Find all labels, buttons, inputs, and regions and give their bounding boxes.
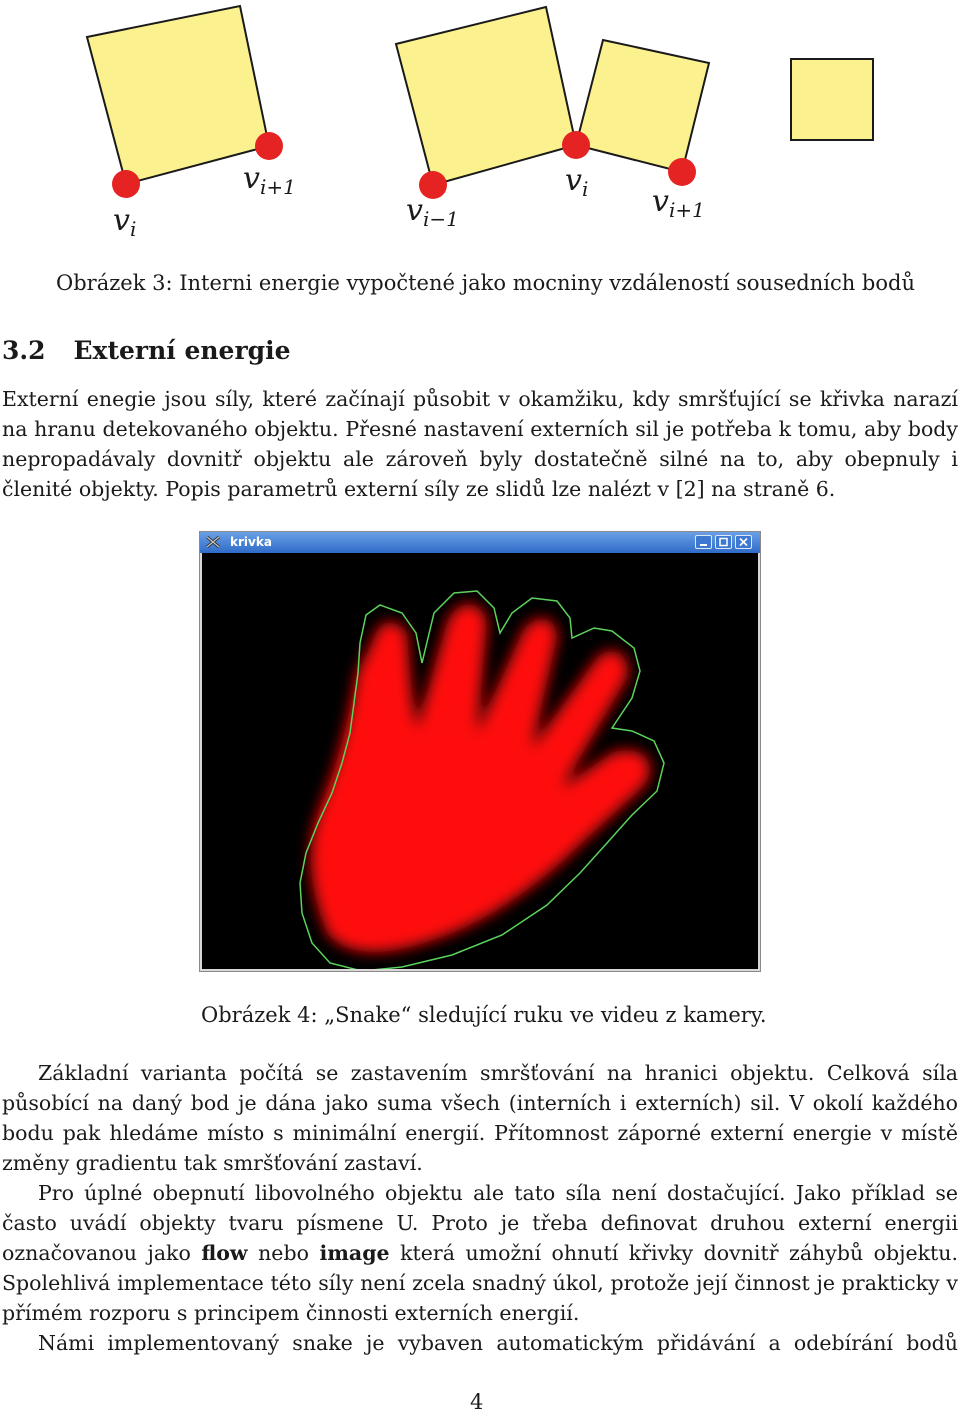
app-icon [205, 534, 221, 550]
paragraph-1-text: Externí enegie jsou síly, které začínají působit v okamžiku, kdy smršťující se křivka narazí na hranu detekovaného objektu. Přesné nastavení externích sil je potřeba k tomu, aby body nepropadávaly dovnitř objektu ale zároveň byly dostatečně silné na to, aby obepnuly i členité objekty. Popis parametrů externí síly ze slidů lze nalézt v [2] na straně 6. [2, 387, 958, 501]
term-image: image [319, 1241, 390, 1265]
label-a-vi1: $v_{i+1}$ [243, 161, 296, 199]
paragraph-2-text: Základní varianta počítá se zastavením smršťování na hranici objektu. Celková síla působící na daný bod je dána jako suma všech (interních i externích) sil. V okolí každého bodu pak hledáme místo s minimální energií. Přítomnost záporné externí energie v místě změny gradientu tak smršťování zastaví. [2, 1061, 958, 1175]
paragraph-4 [2, 1328, 958, 1358]
figure4-caption: Obrázek 4: „Snake“ sledující ruku ve videu z kamery. [201, 1003, 767, 1027]
krivka-window [199, 531, 761, 972]
minimize-icon [696, 536, 711, 548]
section-number: 3.2 [2, 336, 46, 365]
maximize-button[interactable] [715, 535, 732, 549]
square-b2 [576, 40, 709, 172]
paragraph-3 [2, 1178, 958, 1328]
internal-energy-diagram [0, 0, 960, 250]
close-icon [736, 536, 751, 548]
point-b-vi [562, 131, 590, 159]
label-b-vi1: $v_{i+1}$ [652, 184, 705, 222]
maximize-icon [716, 536, 731, 548]
paragraph-4-text: Námi implementovaný snake je vybaven automatickým přidávání a odebírání bodů [38, 1331, 958, 1355]
paragraph-3-text: Pro úplné obepnutí libovolného objektu ale tato síla není dostačující. Jako příklad se často uvádí objekty tvaru písmene U. Proto je třeba definovat druhou externí energii označovanou jako flow nebo image která umožní ohnutí křivky dovnitř záhybů objektu. Spolehlivá implementace této síly není zcela snadný úkol, protože její činnost je prakticky v přímém rozporu s principem činnosti externích energií. [2, 1181, 958, 1325]
section-heading [2, 336, 291, 365]
paragraph-1 [2, 384, 958, 504]
window-titlebar[interactable] [200, 532, 760, 553]
close-button[interactable] [735, 535, 752, 549]
point-a-vi1 [255, 132, 283, 160]
hand-shape [311, 604, 650, 952]
label-a-vi: $v_i$ [113, 203, 137, 241]
label-b-vi: $v_i$ [565, 163, 589, 201]
label-b-vim1: $v_{i-1}$ [406, 193, 459, 231]
minimize-button[interactable] [695, 535, 712, 549]
square-b1 [396, 7, 576, 185]
paragraph-2 [2, 1058, 958, 1178]
figure3-caption: Obrázek 3: Interni energie vypočtené jako mocniny vzdáleností sousedních bodů [56, 271, 915, 295]
video-frame [202, 553, 758, 969]
point-b-vim1 [419, 171, 447, 199]
hand-snake-image [202, 553, 758, 969]
window-title: krivka [230, 535, 272, 549]
point-b-vi1 [668, 158, 696, 186]
section-title: Externí energie [73, 336, 291, 365]
square-c [791, 59, 873, 140]
page-number: 4 [470, 1390, 484, 1414]
point-a-vi [112, 170, 140, 198]
term-flow: flow [201, 1241, 248, 1265]
square-a [87, 6, 269, 184]
